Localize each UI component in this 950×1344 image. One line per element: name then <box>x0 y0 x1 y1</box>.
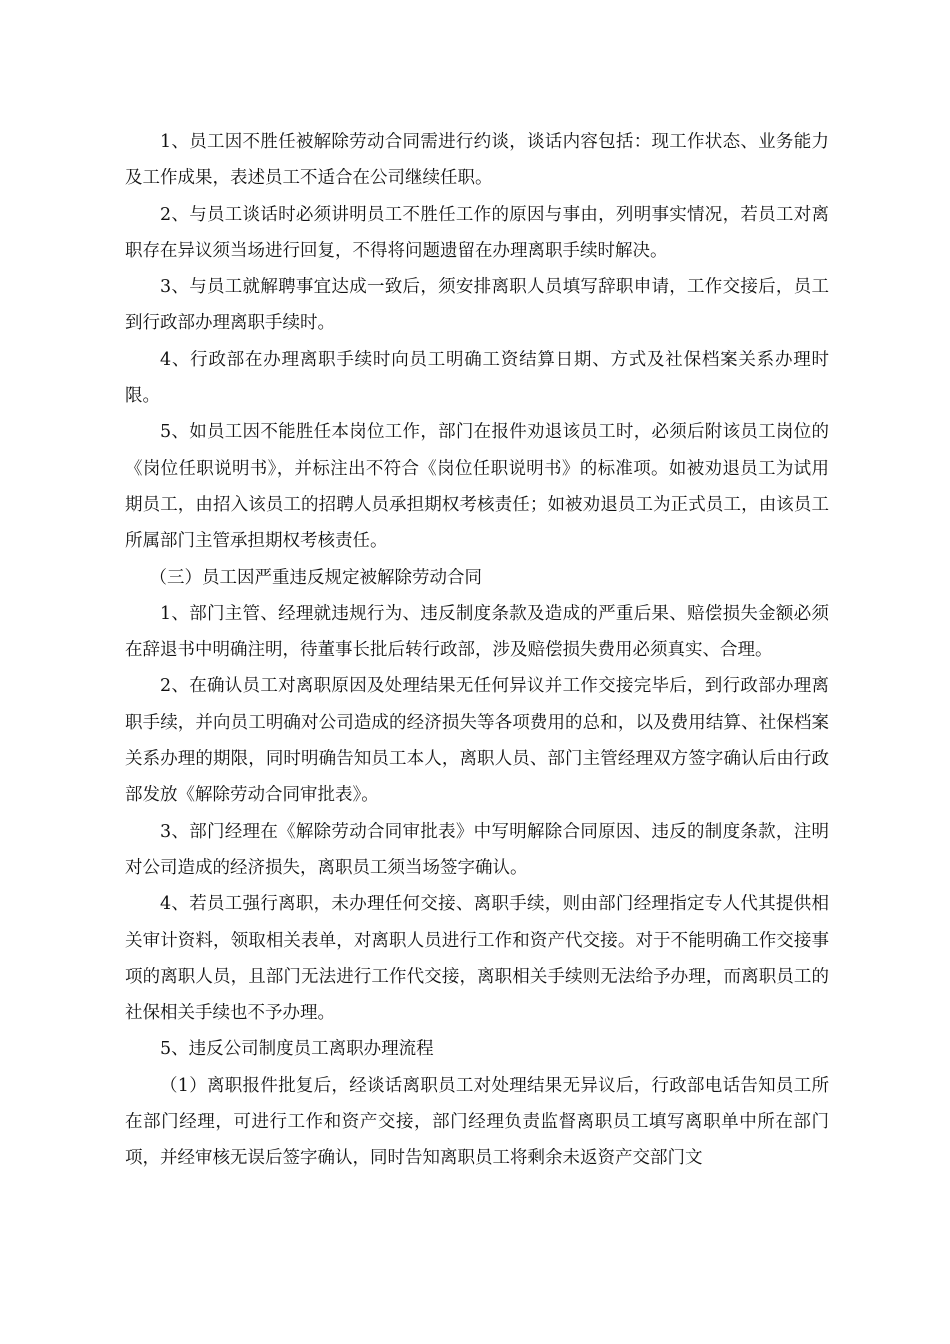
paragraph-clause-4: 4、行政部在办理离职手续时向员工明确工资结算日期、方式及社保档案关系办理时限。 <box>125 349 829 407</box>
paragraph-clause-2: 2、与员工谈话时必须讲明员工不胜任工作的原因与事由，列明事实情况，若员工对离职存在异议须当场进行回复，不得将问题遗留在办理离职手续时解决。 <box>125 204 829 261</box>
paragraph-clause-5: 5、如员工因不能胜任本岗位工作，部门在报件劝退该员工时，必须后附该员工岗位的《岗位任职说明书》，并标注出不符合《岗位任职说明书》的标准项。如被劝退员工为试用期员工，由招入该员工的招聘人员承担期权考核责任；如被劝退员工为正式员工，由该员工所属部门主管承担期权考核责任。 <box>125 422 829 552</box>
paragraph-serious-3: 3、部门经理在《解除劳动合同审批表》中写明解除合同原因、违反的制度条款，注明对公司造成的经济损失，离职员工须当场签字确认。 <box>125 821 829 878</box>
section-heading-3: （三）员工因严重违反规定被解除劳动合同 <box>149 567 482 588</box>
paragraph-clause-3: 3、与员工就解聘事宜达成一致后，须安排离职人员填写辞职申请，工作交接后，员工到行政部办理离职手续时。 <box>125 277 829 334</box>
paragraph-serious-2: 2、在确认员工对离职原因及处理结果无任何异议并工作交接完毕后，到行政部办理离职手续，并向员工明确对公司造成的经济损失等各项费用的总和，以及费用结算、社保档案关系办理的期限，同时明确告知员工本人，离职人员、部门主管经理双方签字确认后由行政部发放《解除劳动合同审批表》。 <box>125 676 829 806</box>
paragraph-serious-5: 5、违反公司制度员工离职办理流程 <box>160 1039 434 1060</box>
paragraph-process-1: （1）离职报件批复后，经谈话离职员工对处理结果无异议后，行政部电话告知员工所在部门经理，可进行工作和资产交接，部门经理负责监督离职员工填写离职单中所在部门项，并经审核无误后签字确认，同时告知离职员工将剩余未返资产交部门文 <box>125 1075 829 1169</box>
paragraph-serious-4: 4、若员工强行离职，未办理任何交接、离职手续，则由部门经理指定专人代其提供相关审计资料，领取相关表单，对离职人员进行工作和资产代交接。对于不能明确工作交接事项的离职人员，且部门无法进行工作代交接，离职相关手续则无法给予办理，而离职员工的社保相关手续也不予办理。 <box>125 894 829 1024</box>
paragraph-serious-1: 1、部门主管、经理就违规行为、违反制度条款及造成的严重后果、赔偿损失金额必须在辞退书中明确注明，待董事长批后转行政部，涉及赔偿损失费用必须真实、合理。 <box>125 603 829 661</box>
paragraph-clause-1: 1、员工因不胜任被解除劳动合同需进行约谈，谈话内容包括：现工作状态、业务能力及工作成果，表述员工不适合在公司继续任职。 <box>125 132 829 189</box>
document-body <box>125 124 829 1177</box>
